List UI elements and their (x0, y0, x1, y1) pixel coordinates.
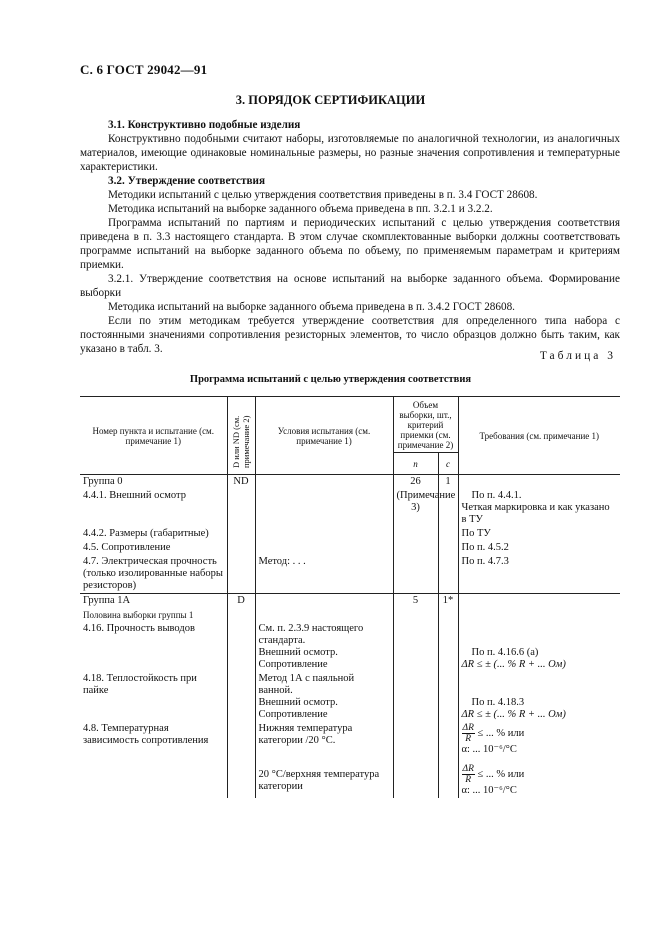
req-terminals (458, 622, 620, 672)
req-terminals-delta: ΔR ≤ ± (... % R + ... Ом) (461, 659, 566, 670)
req-temp-ratio-1 (462, 723, 618, 744)
req-temp-ratio-2 (462, 764, 618, 785)
header-dnd (227, 397, 255, 475)
req-temp-tail-1: ≤ ... % или (477, 727, 525, 739)
header-c: c (438, 453, 458, 475)
cond-temp-2: 20 °С/верхняя температура категории (258, 769, 380, 792)
delta-r-fraction (462, 723, 475, 744)
cond-terminals-2: Внешний осмотр. (258, 647, 338, 658)
cond-temp-1: Нижняя температура категории /20 °С. (258, 723, 353, 746)
fraction-numerator: ΔR (462, 723, 474, 733)
delta-r-fraction (462, 764, 475, 785)
test-dimensions: 4.4.2. Размеры (габаритные) (83, 528, 209, 539)
header-test: Номер пункта и испытание (см. примечание 1) (80, 397, 227, 475)
req-temp-alpha-2: α: ... 10⁻⁶/°С (461, 785, 517, 796)
header-conditions: Условия испытания (см. примечание 1) (255, 397, 393, 475)
requirements-table (80, 396, 620, 798)
cond-solder-1: Метод 1А с паяльной ванной. (258, 673, 355, 696)
test-terminals: 4.16. Прочность выводов (83, 623, 195, 634)
page-header: С. 6 ГОСТ 29042—91 (80, 62, 208, 77)
table-row (80, 527, 620, 541)
fraction-denominator: R (465, 775, 472, 785)
req-resistance: По п. 4.5.2 (458, 541, 620, 555)
clause-3-2-text-3: Программа испытаний по партиям и периодических испытаний с целью утверждения соответствия приведена в п. 3.3 настоящего стандарта. В этом случае скомплектованные выборки должны соответствовать программе испытаний на выборке заданного объема по объему, по применяемым параметрам и критериям приемки. (80, 217, 620, 271)
group-0-dnd: ND (227, 475, 255, 490)
clause-3-1-title: 3.1. Конструктивно подобные изделия (108, 119, 301, 131)
table-caption: Таблица 3 (539, 350, 616, 362)
req-temp-dependence (458, 722, 620, 798)
table-row (80, 594, 620, 609)
clause-3-2-title: 3.2. Утверждение соответствия (108, 175, 266, 187)
table-row (80, 622, 620, 672)
body-text (80, 118, 620, 356)
section-title: 3. ПОРЯДОК СЕРТИФИКАЦИИ (235, 93, 426, 107)
clause-3-2-text-1: Методики испытаний с целью утверждения соответствия приведены в п. 3.4 ГОСТ 28608. (108, 189, 538, 201)
table-row (80, 672, 620, 722)
group-0-n: 26 (393, 475, 438, 490)
test-resistance: 4.5. Сопротивление (83, 542, 171, 553)
cond-solder-3: Сопротивление (258, 709, 328, 720)
req-dimensions: По ТУ (458, 527, 620, 541)
req-solder-ref: По п. 4.18.3 (471, 697, 525, 708)
clause-3-2-text-2: Методика испытаний на выборке заданного объема приведена в пп. 3.2.1 и 3.2.2. (108, 203, 493, 215)
table-row (80, 722, 620, 798)
test-solder-heat: 4.18. Теплостойкость при пайке (83, 673, 197, 696)
cond-terminals-3: Сопротивление (258, 659, 328, 670)
group-0-c: 1 (438, 475, 458, 490)
cond-temp-dependence (255, 722, 393, 798)
cond-terminals-1: См. п. 2.3.9 настоящего стандарта. (258, 623, 364, 646)
req-solder-heat (458, 672, 620, 722)
header-n: n (393, 453, 438, 475)
test-visual: 4.4.1. Внешний осмотр (83, 490, 186, 501)
header-sample: Объем выборки, шт., критерий приемки (см. примечание 2) (393, 397, 458, 453)
req-terminals-ref: По п. 4.16.6 (а) (471, 647, 539, 658)
clause-3-1-text: Конструктивно подобными считают наборы, изготовляемые по аналогичной технологии, из аналогичных материалов, имеющие одинаковые номинальные размеры, но разные значения сопротивления и температурные характеристики. (80, 133, 620, 173)
cond-terminals (255, 622, 393, 672)
group-0-name: Группа 0 (80, 475, 227, 490)
fraction-denominator: R (465, 734, 472, 744)
header-dnd-text: D или ND (см. примечание 2) (231, 415, 251, 468)
table-row (80, 555, 620, 594)
table-row (80, 475, 620, 490)
req-dielectric: По п. 4.7.3 (458, 555, 620, 594)
req-visual-text: Четкая маркировка и как указано в ТУ (461, 502, 610, 525)
group-1a-half: Половина выборки группы 1 (83, 610, 194, 620)
header-requirements: Требования (см. примечание 1) (458, 397, 620, 475)
group-1a-name: Группа 1А (80, 594, 227, 609)
fraction-numerator: ΔR (462, 764, 474, 774)
table-row (80, 489, 620, 527)
table-title: Программа испытаний с целью утверждения соответствия (189, 374, 472, 385)
req-temp-tail-2: ≤ ... % или (477, 768, 525, 780)
table-row (80, 608, 620, 622)
table-row (80, 541, 620, 555)
group-1a-n: 5 (393, 594, 438, 609)
group-1a-c: 1* (438, 594, 458, 609)
test-dielectric: 4.7. Электрическая прочность (только изолированные наборы резисторов) (83, 556, 223, 591)
req-solder-delta: ΔR ≤ ± (... % R + ... Ом) (461, 709, 566, 720)
req-visual-ref: По п. 4.4.1. (471, 490, 522, 501)
test-temp-dependence: 4.8. Температурная зависимость сопротивления (83, 723, 209, 746)
req-temp-alpha-1: α: ... 10⁻⁶/°С (461, 744, 517, 755)
clause-3-2-1-title: 3.2.1. Утверждение соответствия на основе испытаний на выборке заданного объема. Формирование выборки (80, 273, 620, 299)
req-visual (458, 489, 620, 527)
group-1a-dnd: D (227, 594, 255, 609)
cond-solder-2: Внешний осмотр. (258, 697, 338, 708)
clause-3-2-1-text-1: Методика испытаний на выборке заданного объема приведена в п. 3.4.2 ГОСТ 28608. (108, 301, 515, 313)
cond-solder-heat (255, 672, 393, 722)
clause-3-2-1-text-2: Если по этим методикам требуется утверждение соответствия для определенного типа набора с постоянными значениями сопротивления резисторных элементов, то число образцов должно быть таким, как указано в табл. 3. (80, 315, 620, 355)
cond-dielectric: Метод: . . . (255, 555, 393, 594)
visual-note: (Примечание 3) (393, 489, 438, 527)
